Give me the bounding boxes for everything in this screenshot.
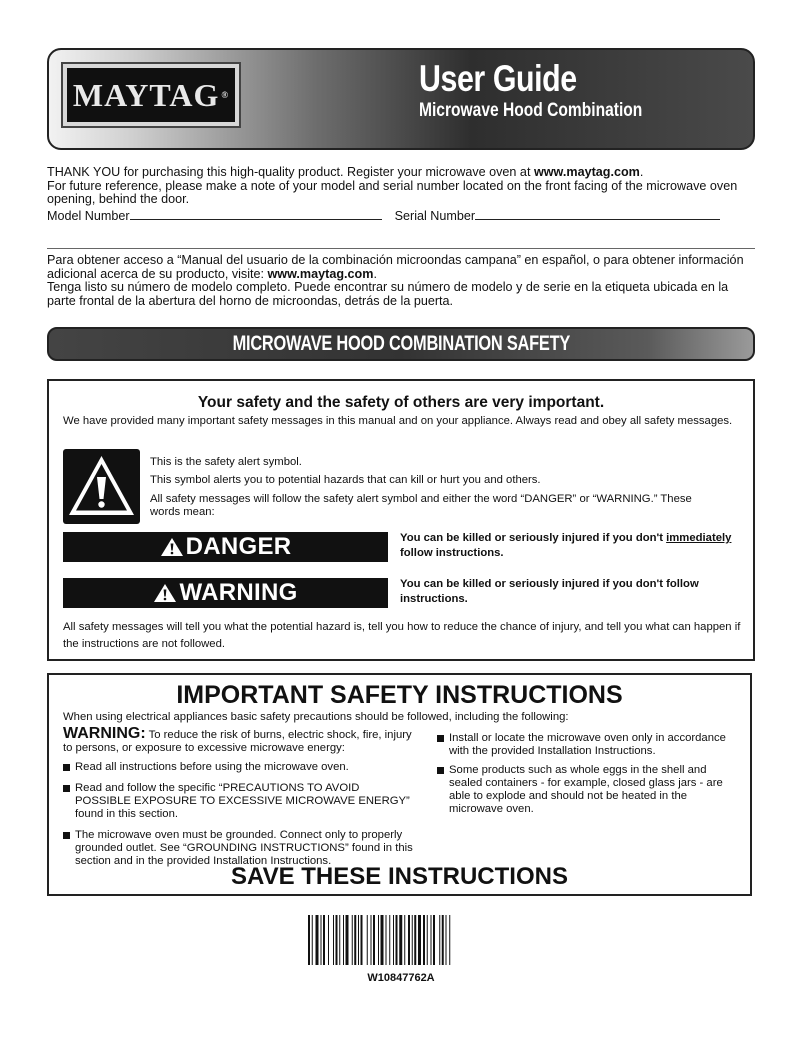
barcode-bar <box>358 915 359 965</box>
warning-word: WARNING <box>179 579 298 606</box>
barcode-bar <box>308 915 310 965</box>
barcode-bar <box>339 915 340 965</box>
thank-you-text: THANK YOU for purchasing this high-quality product. Register your microwave oven at <box>47 165 534 179</box>
danger-desc-end: follow instructions. <box>400 547 504 559</box>
barcode-bar <box>418 915 421 965</box>
thank-you-line <box>47 166 759 180</box>
barcode-bar <box>346 915 349 965</box>
list-item: The microwave oven must be grounded. Connect only to properly grounded outlet. See “GROUNDING INSTRUCTIONS” found in this section and in the provided Installation Instructions. <box>63 829 413 868</box>
spanish-line-2: Tenga listo su número de modelo completo. Puede encontrar su número de modelo y de serie en la etiqueta ubicada en la parte frontal de la abertura del horno de microondas, detrás de la puerta. <box>47 280 729 308</box>
model-number-field[interactable] <box>130 209 382 220</box>
barcode-bar <box>414 915 416 965</box>
danger-description <box>400 531 750 561</box>
spanish-text <box>47 254 759 308</box>
barcode-bar <box>333 915 334 965</box>
barcode-bar <box>386 915 387 965</box>
part-number: W10847762A <box>367 972 435 984</box>
spanish-line-1-text: Para obtener acceso a “Manual del usuario de la combinación microondas campana” en español, o para obtener información adicional acerca de su producto, visite: <box>47 253 744 281</box>
registration-fields <box>47 209 720 223</box>
warning-statement <box>63 727 413 755</box>
barcode-bar <box>399 915 402 965</box>
save-instructions: SAVE THESE INSTRUCTIONS <box>231 863 568 890</box>
barcode-bar <box>367 915 368 965</box>
barcode-bar <box>328 915 329 965</box>
instructions-lead: When using electrical appliances basic safety precautions should be followed, including the following: <box>63 711 569 723</box>
barcode-bar <box>427 915 428 965</box>
barcode-bar <box>316 915 319 965</box>
danger-signal-label <box>63 532 388 562</box>
symbol-line-3: All safety messages will follow the safety alert symbol and either the word “DANGER” or “WARNING.” These words mean: <box>150 493 692 518</box>
barcode-bar <box>371 915 372 965</box>
barcode-bar <box>352 915 353 965</box>
warning-signal-label <box>63 578 388 608</box>
barcode-bar <box>431 915 432 965</box>
barcode-bar <box>381 915 384 965</box>
barcode-bar <box>312 915 313 965</box>
danger-desc-text: You can be killed or seriously injured if you don't <box>400 532 667 544</box>
symbol-line-2: This symbol alerts you to potential hazards that can kill or hurt you and others. <box>150 474 541 486</box>
warning-alert-icon <box>153 583 177 603</box>
barcode-bar <box>446 915 447 965</box>
barcode-bar <box>378 915 379 965</box>
maytag-logo <box>63 64 239 126</box>
barcode-bar <box>336 915 338 965</box>
list-item: Some products such as whole eggs in the shell and sealed containers - for example, closed glass jars - are able to explode and should not be heated in the microwave oven. <box>437 764 737 816</box>
safety-heading: Your safety and the safety of others are very important. <box>197 394 605 411</box>
barcode-bar <box>354 915 356 965</box>
safety-section-banner <box>47 327 755 361</box>
barcode-bar <box>412 915 413 965</box>
barcode <box>308 915 494 965</box>
symbol-line-1: This is the safety alert symbol. <box>150 456 302 468</box>
logo-registered-mark: ® <box>221 90 230 100</box>
maytag-url-spanish[interactable]: www.maytag.com <box>267 266 374 281</box>
maytag-url[interactable]: www.maytag.com <box>533 165 640 179</box>
document-subtitle: Microwave Hood Combination <box>419 100 643 121</box>
barcode-bar <box>423 915 425 965</box>
serial-number-label: Serial Number <box>394 209 476 223</box>
barcode-graphic <box>308 915 494 965</box>
safety-box <box>47 379 755 661</box>
important-instructions-box <box>47 673 752 896</box>
danger-word: DANGER <box>185 533 292 560</box>
reference-note: For future reference, please make a note of your model and serial number located on the front facing of the microwave oven opening, behind the door. <box>47 178 738 207</box>
barcode-bar <box>408 915 410 965</box>
instructions-right-column <box>437 732 737 816</box>
barcode-bar <box>323 915 325 965</box>
list-item: Read all instructions before using the microwave oven. <box>63 761 413 774</box>
barcode-bar <box>396 915 398 965</box>
model-number-label: Model Number <box>47 209 130 223</box>
barcode-bar <box>389 915 390 965</box>
header-banner <box>47 48 755 150</box>
document-title: User Guide <box>419 58 577 99</box>
intro-text <box>47 166 759 207</box>
barcode-bar <box>393 915 394 965</box>
instructions-left-column <box>63 727 413 868</box>
safety-footer: All safety messages will tell you what the potential hazard is, tell you how to reduce the chance of injury, and tell you what can happen if the instructions are not followed. <box>63 621 741 650</box>
barcode-bar <box>373 915 375 965</box>
warning-text: To reduce the risk of burns, electric shock, fire, injury to persons, or exposure to excessive microwave energy: <box>63 729 412 754</box>
spanish-line-1 <box>47 254 759 281</box>
instructions-title: IMPORTANT SAFETY INSTRUCTIONS <box>176 681 623 709</box>
danger-desc-emphasis: immediately <box>666 532 732 544</box>
logo-text: MAYTAG <box>72 76 220 113</box>
barcode-bar <box>321 915 322 965</box>
thank-you-end: . <box>639 165 644 179</box>
barcode-bar <box>404 915 405 965</box>
safety-alert-icon <box>63 449 140 524</box>
divider <box>47 248 755 249</box>
danger-alert-icon <box>160 537 184 557</box>
spanish-line-1-end: . <box>373 266 377 281</box>
list-item: Read and follow the specific “PRECAUTIONS TO AVOID POSSIBLE EXPOSURE TO EXCESSIVE MICROWAVE ENERGY” found in this section. <box>63 782 413 821</box>
barcode-bar <box>343 915 344 965</box>
barcode-bar <box>439 915 440 965</box>
barcode-bar <box>433 915 435 965</box>
barcode-bar <box>442 915 444 965</box>
list-item: Install or locate the microwave oven only in accordance with the provided Installation Instructions. <box>437 732 737 758</box>
serial-number-field[interactable] <box>475 209 720 220</box>
barcode-bar <box>449 915 450 965</box>
barcode-bar <box>361 915 363 965</box>
warning-description: You can be killed or seriously injured if you don't follow instructions. <box>400 578 699 605</box>
warning-label: WARNING: <box>63 725 146 742</box>
safety-section-title: MICROWAVE HOOD COMBINATION SAFETY <box>232 332 570 355</box>
safety-lead: We have provided many important safety messages in this manual and on your appliance. Always read and obey all safety messages. <box>63 415 733 427</box>
